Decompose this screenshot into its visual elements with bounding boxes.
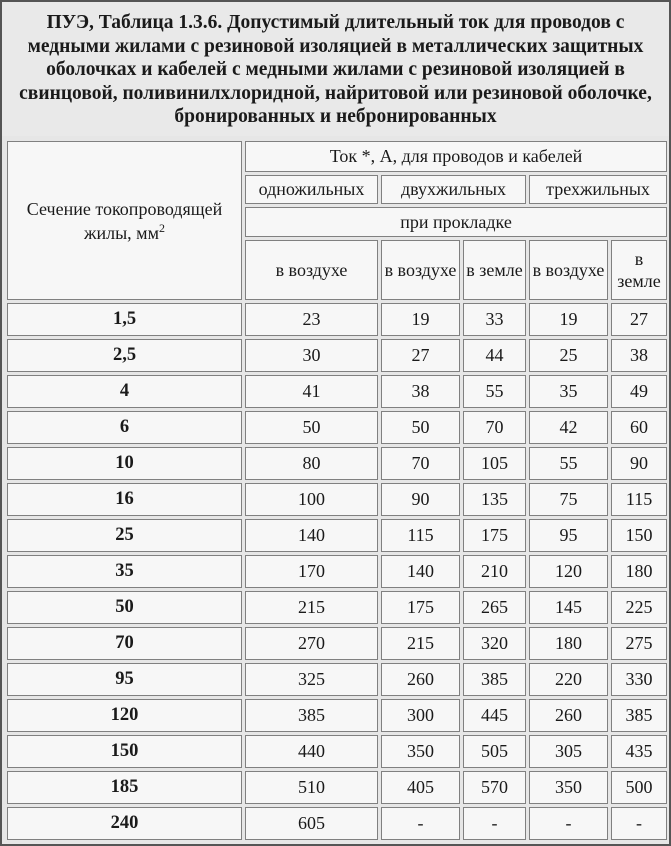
cell-section: 50: [7, 591, 242, 624]
header-section-unit-sup: 2: [158, 220, 165, 235]
header-laying: при прокладке: [245, 207, 667, 237]
cell-two-ground: -: [463, 807, 526, 840]
cell-three-ground: 49: [611, 375, 667, 408]
table-row: [7, 303, 667, 336]
cell-two-ground: 210: [463, 555, 526, 588]
current-table: [4, 138, 670, 843]
cell-three-air: 42: [529, 411, 608, 444]
table-row: [7, 663, 667, 696]
header-section-label: Сечение токопроводящей жилы, мм: [26, 198, 223, 243]
cell-three-air: 305: [529, 735, 608, 768]
cell-three-ground: 330: [611, 663, 667, 696]
cell-three-ground: 27: [611, 303, 667, 336]
cell-three-ground: 90: [611, 447, 667, 480]
cell-three-ground: 435: [611, 735, 667, 768]
cell-three-ground: 500: [611, 771, 667, 804]
cell-section: 2,5: [7, 339, 242, 372]
cell-two-ground: 265: [463, 591, 526, 624]
cell-section: 25: [7, 519, 242, 552]
cell-three-ground: 38: [611, 339, 667, 372]
header-three-core: трехжильных: [529, 175, 667, 204]
cell-single-air: 41: [245, 375, 378, 408]
cell-section: 35: [7, 555, 242, 588]
cell-two-ground: 445: [463, 699, 526, 732]
cell-single-air: 30: [245, 339, 378, 372]
cell-two-ground: 505: [463, 735, 526, 768]
cell-two-ground: 175: [463, 519, 526, 552]
cell-two-air: 38: [381, 375, 460, 408]
cell-two-ground: 135: [463, 483, 526, 516]
cell-two-air: 19: [381, 303, 460, 336]
cell-section: 240: [7, 807, 242, 840]
header-single-air: в воздухе: [245, 240, 378, 300]
cell-two-air: 215: [381, 627, 460, 660]
table-row: [7, 699, 667, 732]
cell-three-air: 180: [529, 627, 608, 660]
table-row: [7, 771, 667, 804]
cell-two-air: -: [381, 807, 460, 840]
cell-two-air: 350: [381, 735, 460, 768]
cell-three-air: 55: [529, 447, 608, 480]
cell-three-air: 35: [529, 375, 608, 408]
cell-three-air: 145: [529, 591, 608, 624]
table-row: [7, 591, 667, 624]
table-row: [7, 519, 667, 552]
cell-three-air: 220: [529, 663, 608, 696]
table-row: [7, 483, 667, 516]
table-row: [7, 411, 667, 444]
cell-two-air: 175: [381, 591, 460, 624]
cell-single-air: 440: [245, 735, 378, 768]
cell-two-ground: 320: [463, 627, 526, 660]
header-section: [7, 141, 242, 300]
cell-two-ground: 105: [463, 447, 526, 480]
cell-section: 70: [7, 627, 242, 660]
cell-two-air: 300: [381, 699, 460, 732]
cell-section: 150: [7, 735, 242, 768]
cell-single-air: 385: [245, 699, 378, 732]
cell-two-ground: 70: [463, 411, 526, 444]
cell-section: 1,5: [7, 303, 242, 336]
cell-three-air: -: [529, 807, 608, 840]
header-two-air: в воздухе: [381, 240, 460, 300]
cell-two-ground: 55: [463, 375, 526, 408]
header-current: Ток *, А, для проводов и кабелей: [245, 141, 667, 172]
cell-single-air: 325: [245, 663, 378, 696]
header-two-ground: в земле: [463, 240, 526, 300]
table-row: [7, 339, 667, 372]
cell-two-air: 405: [381, 771, 460, 804]
cell-single-air: 80: [245, 447, 378, 480]
cell-two-air: 50: [381, 411, 460, 444]
cell-two-air: 90: [381, 483, 460, 516]
cell-three-ground: 150: [611, 519, 667, 552]
cell-three-ground: 60: [611, 411, 667, 444]
cell-three-ground: 275: [611, 627, 667, 660]
cell-single-air: 270: [245, 627, 378, 660]
cell-section: 185: [7, 771, 242, 804]
cell-single-air: 215: [245, 591, 378, 624]
cell-section: 120: [7, 699, 242, 732]
cell-single-air: 140: [245, 519, 378, 552]
cell-three-air: 75: [529, 483, 608, 516]
cell-three-ground: 180: [611, 555, 667, 588]
cell-two-air: 70: [381, 447, 460, 480]
header-single-core: одножильных: [245, 175, 378, 204]
table-row: [7, 735, 667, 768]
table-row: [7, 555, 667, 588]
cell-two-air: 115: [381, 519, 460, 552]
header-three-ground: в земле: [611, 240, 667, 300]
cell-single-air: 170: [245, 555, 378, 588]
table-row: [7, 375, 667, 408]
cell-three-air: 260: [529, 699, 608, 732]
cell-single-air: 100: [245, 483, 378, 516]
table-row: [7, 627, 667, 660]
cell-two-air: 27: [381, 339, 460, 372]
cell-single-air: 605: [245, 807, 378, 840]
table-row: [7, 807, 667, 840]
cell-two-ground: 385: [463, 663, 526, 696]
cell-two-ground: 570: [463, 771, 526, 804]
cell-three-ground: -: [611, 807, 667, 840]
cell-three-air: 19: [529, 303, 608, 336]
cell-three-ground: 385: [611, 699, 667, 732]
cell-three-air: 25: [529, 339, 608, 372]
cell-two-ground: 44: [463, 339, 526, 372]
cell-single-air: 510: [245, 771, 378, 804]
cell-three-ground: 225: [611, 591, 667, 624]
table-title: ПУЭ, Таблица 1.3.6. Допустимый длительный ток для проводов с медными жилами с резиновой изоляцией в металлических защитных оболочках и кабелей с медными жилами с резиновой изоляцией в свинцовой, поливинилхлоридной, найритовой или резиновой оболочке, бронированных и небронированных: [2, 2, 669, 136]
cell-section: 16: [7, 483, 242, 516]
cell-section: 10: [7, 447, 242, 480]
cell-single-air: 50: [245, 411, 378, 444]
cell-two-air: 140: [381, 555, 460, 588]
cell-three-air: 120: [529, 555, 608, 588]
header-two-core: двухжильных: [381, 175, 526, 204]
cell-three-air: 95: [529, 519, 608, 552]
cell-single-air: 23: [245, 303, 378, 336]
cell-three-air: 350: [529, 771, 608, 804]
cell-section: 4: [7, 375, 242, 408]
cell-two-air: 260: [381, 663, 460, 696]
table-row: [7, 447, 667, 480]
cell-two-ground: 33: [463, 303, 526, 336]
cell-section: 6: [7, 411, 242, 444]
cell-three-ground: 115: [611, 483, 667, 516]
cell-section: 95: [7, 663, 242, 696]
header-three-air: в воздухе: [529, 240, 608, 300]
